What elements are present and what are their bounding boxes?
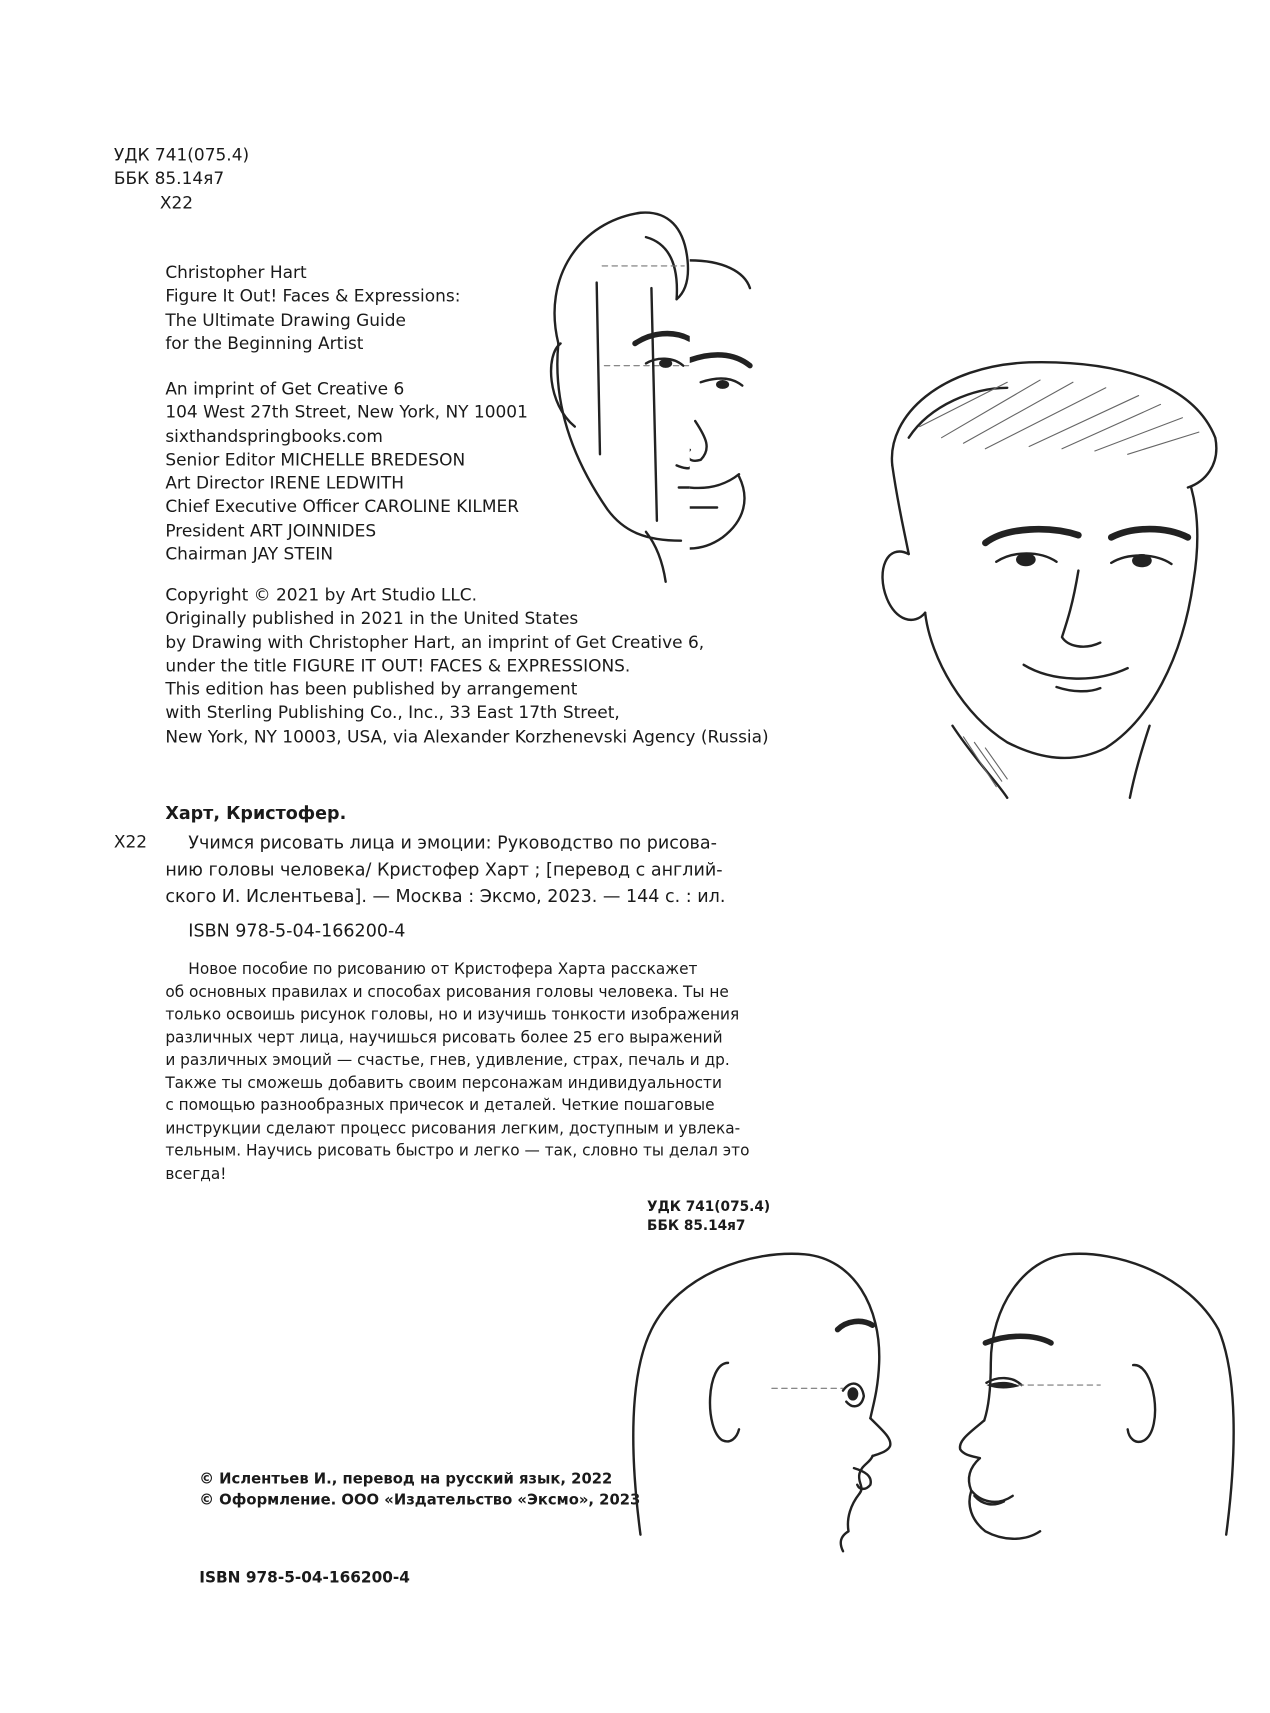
- annotation-line: Новое пособие по рисованию от Кристофера Харта расскажет: [188, 960, 698, 979]
- text-line: sixthandspringbooks.com: [165, 426, 383, 447]
- catalog-mark: Х22: [113, 832, 148, 853]
- annotation: [165, 958, 749, 1185]
- annotation-line: инструкции сделают процесс рисования легким, доступным и увлека-: [165, 1119, 741, 1138]
- annotation-line: Также ты сможешь добавить своим персонажам индивидуальности: [165, 1074, 722, 1092]
- annotation-line: и различных эмоций — счастье, гнев, удивление, страх, печаль и др.: [165, 1051, 730, 1070]
- udk-code-bottom: УДК 741(075.4): [647, 1197, 771, 1215]
- copyright-russian: [199, 1469, 640, 1511]
- text-line: with Sterling Publishing Co., Inc., 33 East 17th Street,: [165, 703, 620, 723]
- catalog-line: ского И. Ислентьева]. — Москва : Эксмо, 2023. — 144 с. : ил.: [165, 885, 726, 907]
- text-line: for the Beginning Artist: [165, 333, 364, 354]
- text-line: This edition has been published by arrangement: [165, 679, 578, 700]
- text-line: Copyright © 2021 by Art Studio LLC.: [165, 585, 478, 605]
- bbk-code: ББК 85.14я7: [113, 168, 225, 189]
- profile-heads-illustration: [619, 1241, 1243, 1573]
- shaded-portrait-illustration: [876, 360, 1226, 803]
- isbn-bottom: ISBN 978-5-04-166200-4: [199, 1568, 410, 1587]
- catalog-heading: Харт, Кристофер.: [165, 802, 347, 824]
- annotation-line: различных черт лица, научишься рисовать более 25 его выражений: [165, 1028, 723, 1047]
- text-line: Chief Executive Officer CAROLINE KILMER: [165, 496, 519, 517]
- classification-block: [114, 144, 249, 215]
- classification-bottom: [647, 1197, 770, 1235]
- text-line: President ART JOINNIDES: [165, 520, 377, 541]
- annotation-line: только освоишь рисунок головы, но и изучишь тонкости изображения: [165, 1006, 740, 1024]
- face-sketch-front-right-illustration: [690, 222, 761, 554]
- text-line: under the title FIGURE IT OUT! FACES & EXPRESSIONS.: [165, 655, 631, 676]
- text-line: Christopher Hart: [165, 262, 307, 283]
- text-line: An imprint of Get Creative 6: [165, 378, 405, 399]
- text-line: New York, NY 10003, USA, via Alexander Korzhenevski Agency (Russia): [165, 726, 769, 747]
- bbk-code-bottom: ББК 85.14я7: [647, 1216, 746, 1234]
- text-line: The Ultimate Drawing Guide: [165, 309, 406, 330]
- text-line: Senior Editor MICHELLE BREDESON: [165, 449, 466, 470]
- catalog-isbn: ISBN 978-5-04-166200-4: [188, 919, 406, 941]
- text-line: Chairman JAY STEIN: [165, 544, 334, 565]
- copyright-line: © Оформление. ООО «Издательство «Эксмо», 2023: [199, 1491, 641, 1510]
- catalog-line: Учимся рисовать лица и эмоции: Руководство по рисова-: [188, 832, 717, 854]
- annotation-line: об основных правилах и способах рисования головы человека. Ты не: [165, 983, 729, 1002]
- catalog-record: [165, 830, 725, 910]
- copyright-line: © Ислентьев И., перевод на русский язык, 2022: [199, 1470, 613, 1489]
- annotation-line: с помощью разнообразных причесок и деталей. Четкие пошаговые: [165, 1096, 715, 1115]
- text-line: 104 West 27th Street, New York, NY 10001: [165, 402, 528, 423]
- face-sketch-front-illustration: [536, 199, 689, 592]
- text-line: Originally published in 2021 in the United States: [165, 608, 579, 629]
- original-title-info: [165, 261, 460, 355]
- annotation-line: всегда!: [165, 1165, 227, 1183]
- text-line: Figure It Out! Faces & Expressions:: [165, 286, 461, 307]
- author-mark: Х22: [159, 192, 194, 213]
- text-line: by Drawing with Christopher Hart, an imprint of Get Creative 6,: [165, 632, 705, 653]
- text-line: Art Director IRENE LEDWITH: [165, 473, 405, 494]
- catalog-line: нию головы человека/ Кристофер Харт ; [перевод с англий-: [165, 858, 723, 880]
- annotation-line: тельным. Научись рисовать быстро и легко — так, словно ты делал это: [165, 1142, 750, 1161]
- udk-code: УДК 741(075.4): [113, 145, 250, 166]
- publisher-info: [165, 378, 528, 567]
- copyright-info: [165, 584, 768, 749]
